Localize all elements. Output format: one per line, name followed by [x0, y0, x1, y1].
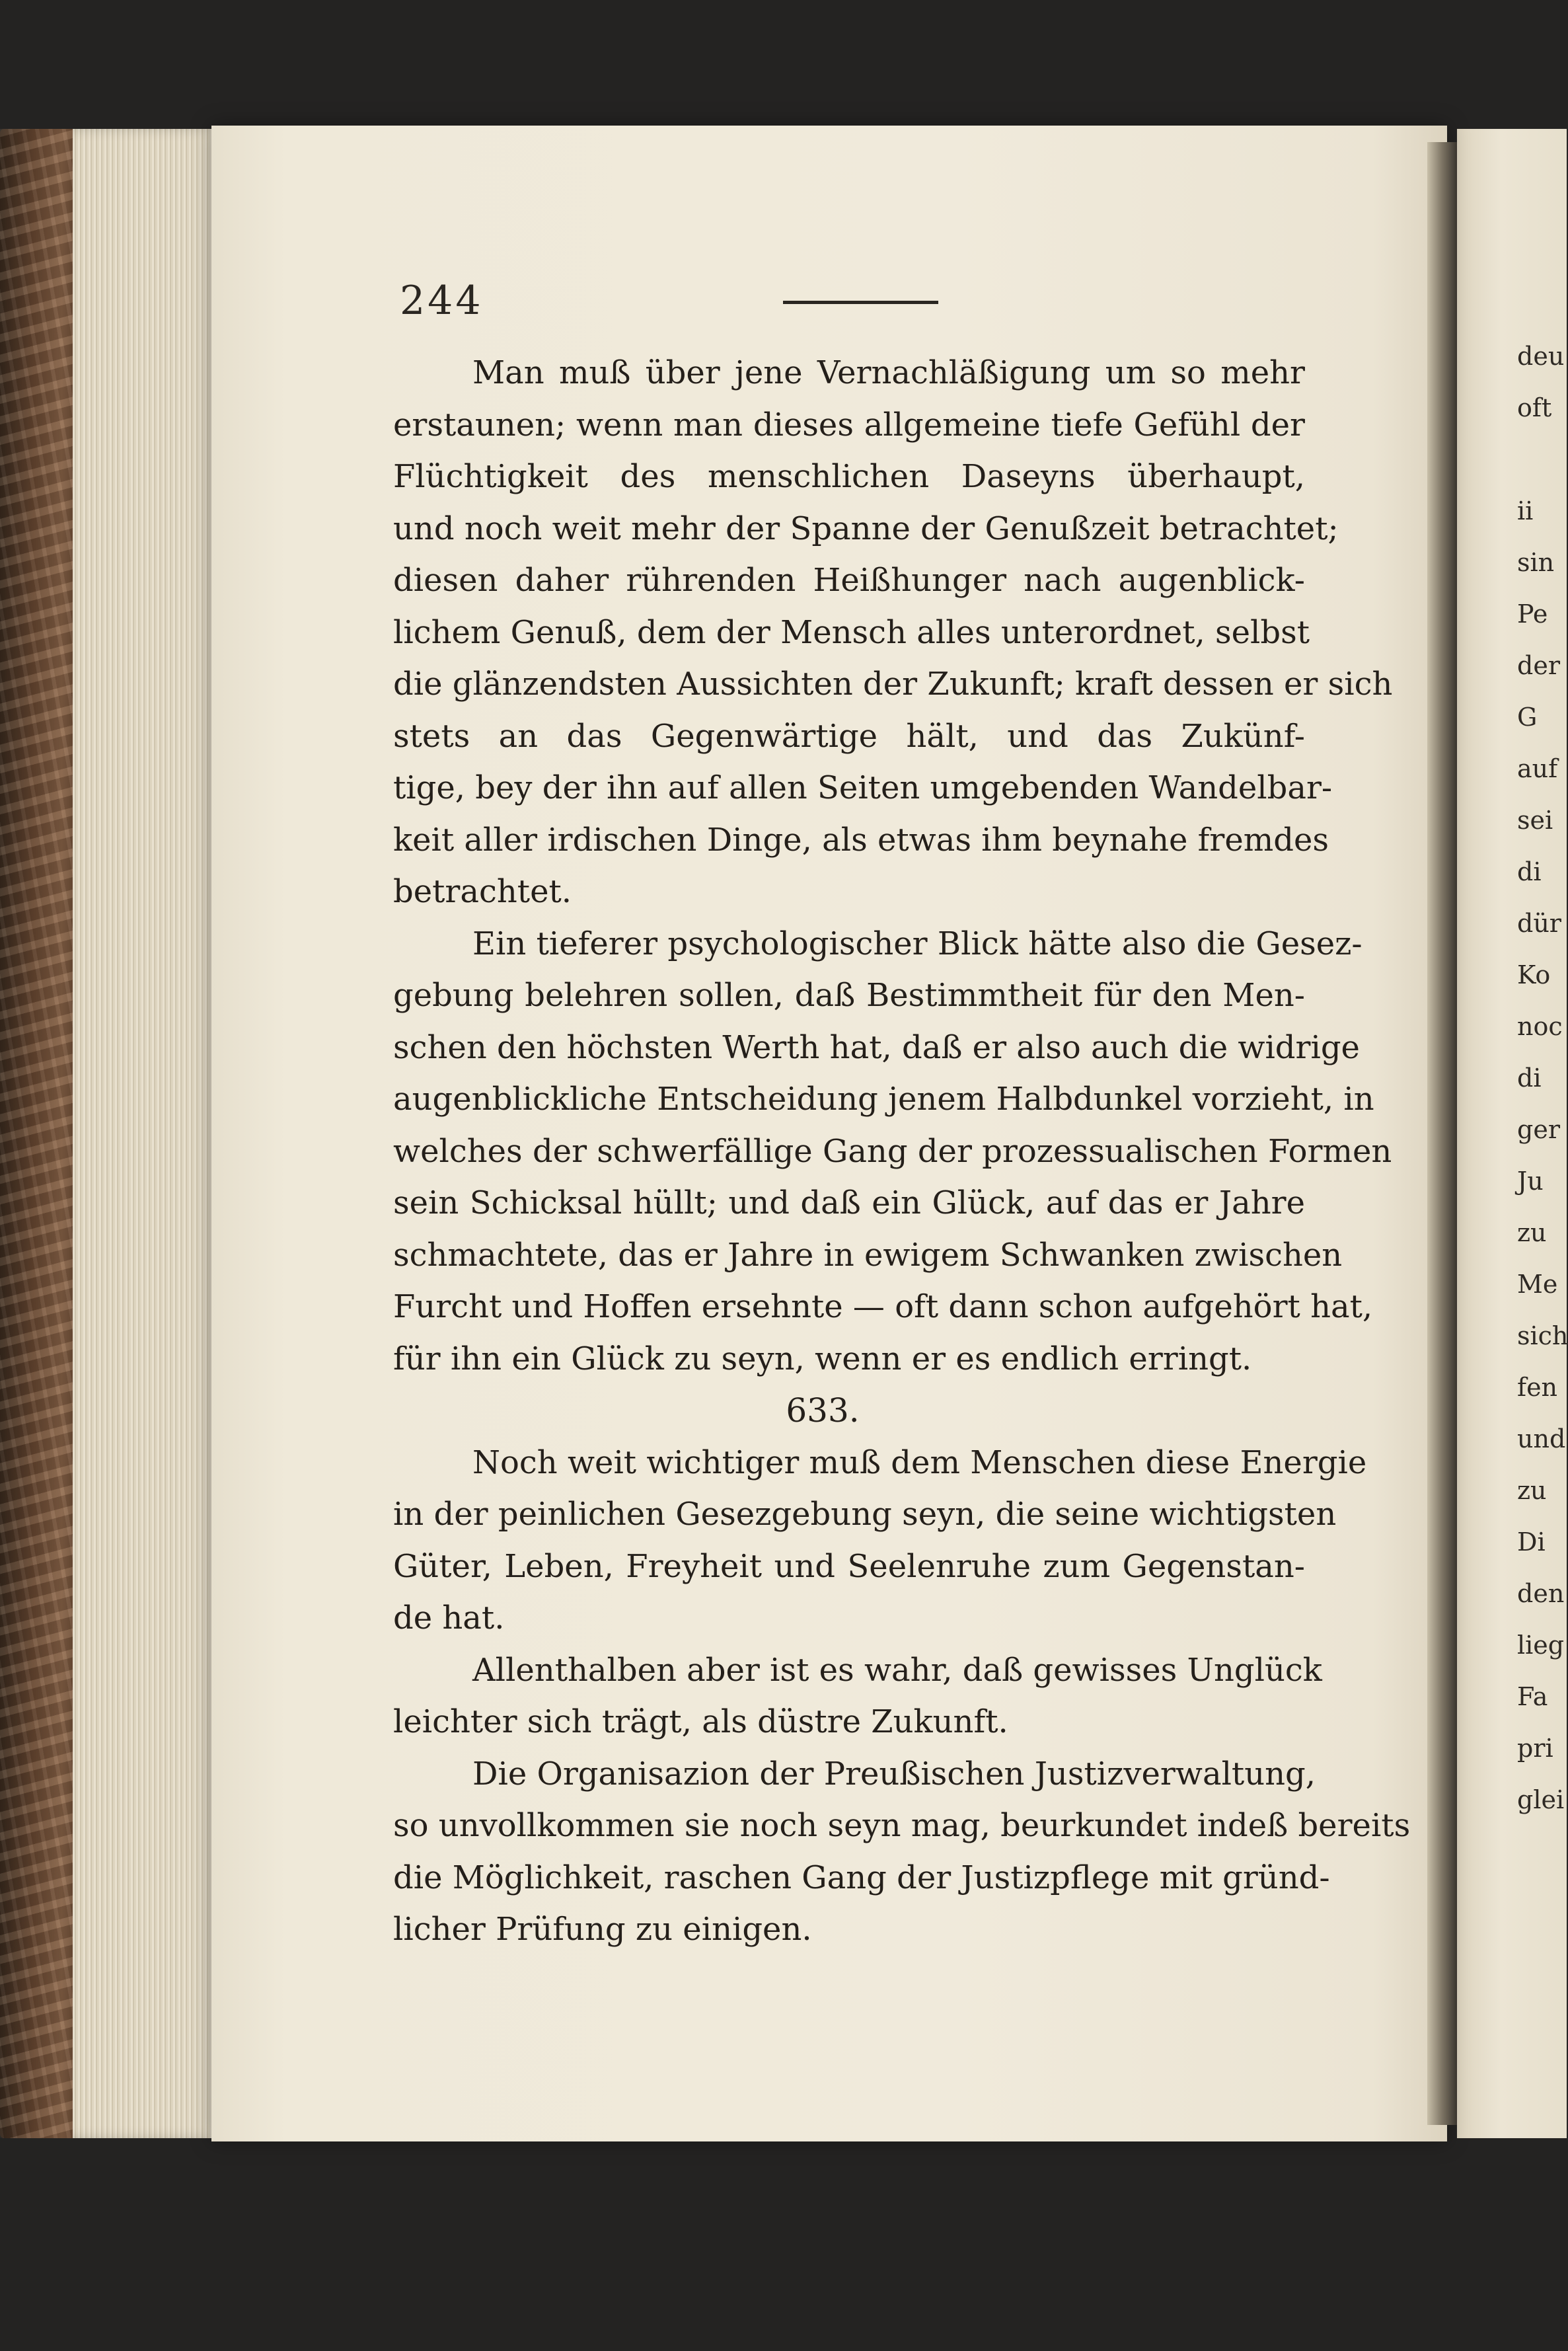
text-line: für ihn ein Glück zu seyn, wenn er es endlich erringt. [393, 1340, 1252, 1377]
fragment: di [1517, 1063, 1542, 1093]
text-line: in der peinlichen Gesezgebung seyn, die seine wichtigsten [393, 1496, 1337, 1533]
text-line: schmachtete, das er Jahre in ewigem Schwanken zwischen [393, 1236, 1343, 1274]
fragment: deu [1517, 342, 1565, 371]
fragment: di [1517, 857, 1542, 886]
fragment: G [1517, 703, 1538, 732]
page-edges [73, 129, 221, 2138]
text-line: gebung belehren sollen, daß Bestimmtheit für den Men- [393, 977, 1305, 1014]
fragment: und [1517, 1424, 1566, 1453]
fragment: sei [1517, 806, 1553, 835]
paragraph [393, 918, 1392, 1385]
fragment: der [1517, 651, 1560, 680]
fragment: auf [1517, 754, 1558, 783]
text-line: Flüchtigkeit des menschlichen Daseyns überhaupt, [393, 458, 1305, 495]
fragment: zu [1517, 1218, 1547, 1247]
text-line: schen den höchsten Werth hat, daß er also auch die widrige [393, 1028, 1360, 1066]
paragraph [393, 1644, 1322, 1748]
fragment: pri [1517, 1734, 1553, 1763]
fragment: dür [1517, 909, 1561, 938]
paragraph [393, 1748, 1411, 1956]
fragment: zu [1517, 1476, 1547, 1505]
fragment: sich [1517, 1321, 1568, 1350]
text-line: Noch weit wichtiger muß dem Menschen diese Energie [472, 1444, 1367, 1481]
book-gutter [1427, 142, 1457, 2125]
fragment: Fa [1517, 1682, 1548, 1711]
text-line: die Möglichkeit, raschen Gang der Justizpflege mit gründ- [393, 1859, 1330, 1896]
fragment: Me [1517, 1270, 1558, 1299]
page-number: 244 [400, 278, 484, 324]
text-line: tige, bey der ihn auf allen Seiten umgebenden Wandelbar- [393, 769, 1333, 806]
fragment: Ko [1517, 960, 1551, 989]
text-line: und noch weit mehr der Spanne der Genußzeit betrachtet; [393, 510, 1339, 547]
fragment: Ju [1517, 1167, 1544, 1196]
text-line: Allenthalben aber ist es wahr, daß gewisses Unglück [472, 1651, 1322, 1689]
text-line: de hat. [393, 1599, 505, 1637]
fragment: noc [1517, 1012, 1563, 1041]
text-line: sein Schicksal hüllt; und daß ein Glück, auf das er Jahre [393, 1184, 1305, 1221]
header-rule [783, 301, 938, 304]
fragment: ii [1517, 496, 1534, 525]
text-line: Ein tieferer psychologischer Blick hätte also die Gesez- [472, 925, 1363, 962]
fragment [1517, 434, 1567, 485]
fragment: glei [1517, 1785, 1565, 1814]
text-line: Furcht und Hoffen ersehnte — oft dann schon aufgehört hat, [393, 1288, 1373, 1325]
text-line: stets an das Gegenwärtige hält, und das Zukünf- [393, 717, 1305, 755]
fragment: Di [1517, 1527, 1546, 1557]
fragment: sin [1517, 548, 1555, 577]
text-line: Die Organisazion der Preußischen Justizverwaltung, [472, 1755, 1316, 1792]
fragment: lieg [1517, 1631, 1565, 1660]
text-line: die glänzendsten Aussichten der Zukunft; kraft dessen er sich [393, 666, 1393, 703]
fragment: fen [1517, 1373, 1558, 1402]
fragment: den [1517, 1579, 1565, 1608]
text-line: licher Prüfung zu einigen. [393, 1911, 812, 1948]
fragment: oft [1517, 393, 1552, 422]
text-line: so unvollkommen sie noch seyn mag, beurkundet indeß bereits [393, 1807, 1411, 1844]
text-line: diesen daher rührenden Heißhunger nach augenblick- [393, 562, 1305, 599]
text-line: welches der schwerfällige Gang der prozessualischen Formen [393, 1132, 1392, 1170]
text-line: betrachtet. [393, 873, 572, 910]
text-line: keit aller irdischen Dinge, als etwas ihm beynahe fremdes [393, 821, 1329, 859]
text-line: Güter, Leben, Freyheit und Seelenruhe zum Gegenstan- [393, 1547, 1305, 1585]
text-line: erstaunen; wenn man dieses allgemeine tiefe Gefühl der [393, 406, 1305, 443]
text-line: leichter sich trägt, als düstre Zukunft. [393, 1703, 1008, 1740]
text-line: augenblickliche Entscheidung jenem Halbdunkel vorzieht, in [393, 1081, 1374, 1118]
page-text [393, 347, 1411, 1956]
section-number: 633. [786, 1391, 860, 1430]
fragment: ger [1517, 1115, 1560, 1144]
text-line: Man muß über jene Vernachläßigung um so mehr [472, 354, 1305, 391]
fragment: Pe [1517, 599, 1548, 629]
facing-page-text [1517, 330, 1567, 1826]
paragraph [393, 1437, 1367, 1644]
text-line: lichem Genuß, dem der Mensch alles unterordnet, selbst [393, 613, 1310, 651]
paragraph [393, 347, 1393, 918]
